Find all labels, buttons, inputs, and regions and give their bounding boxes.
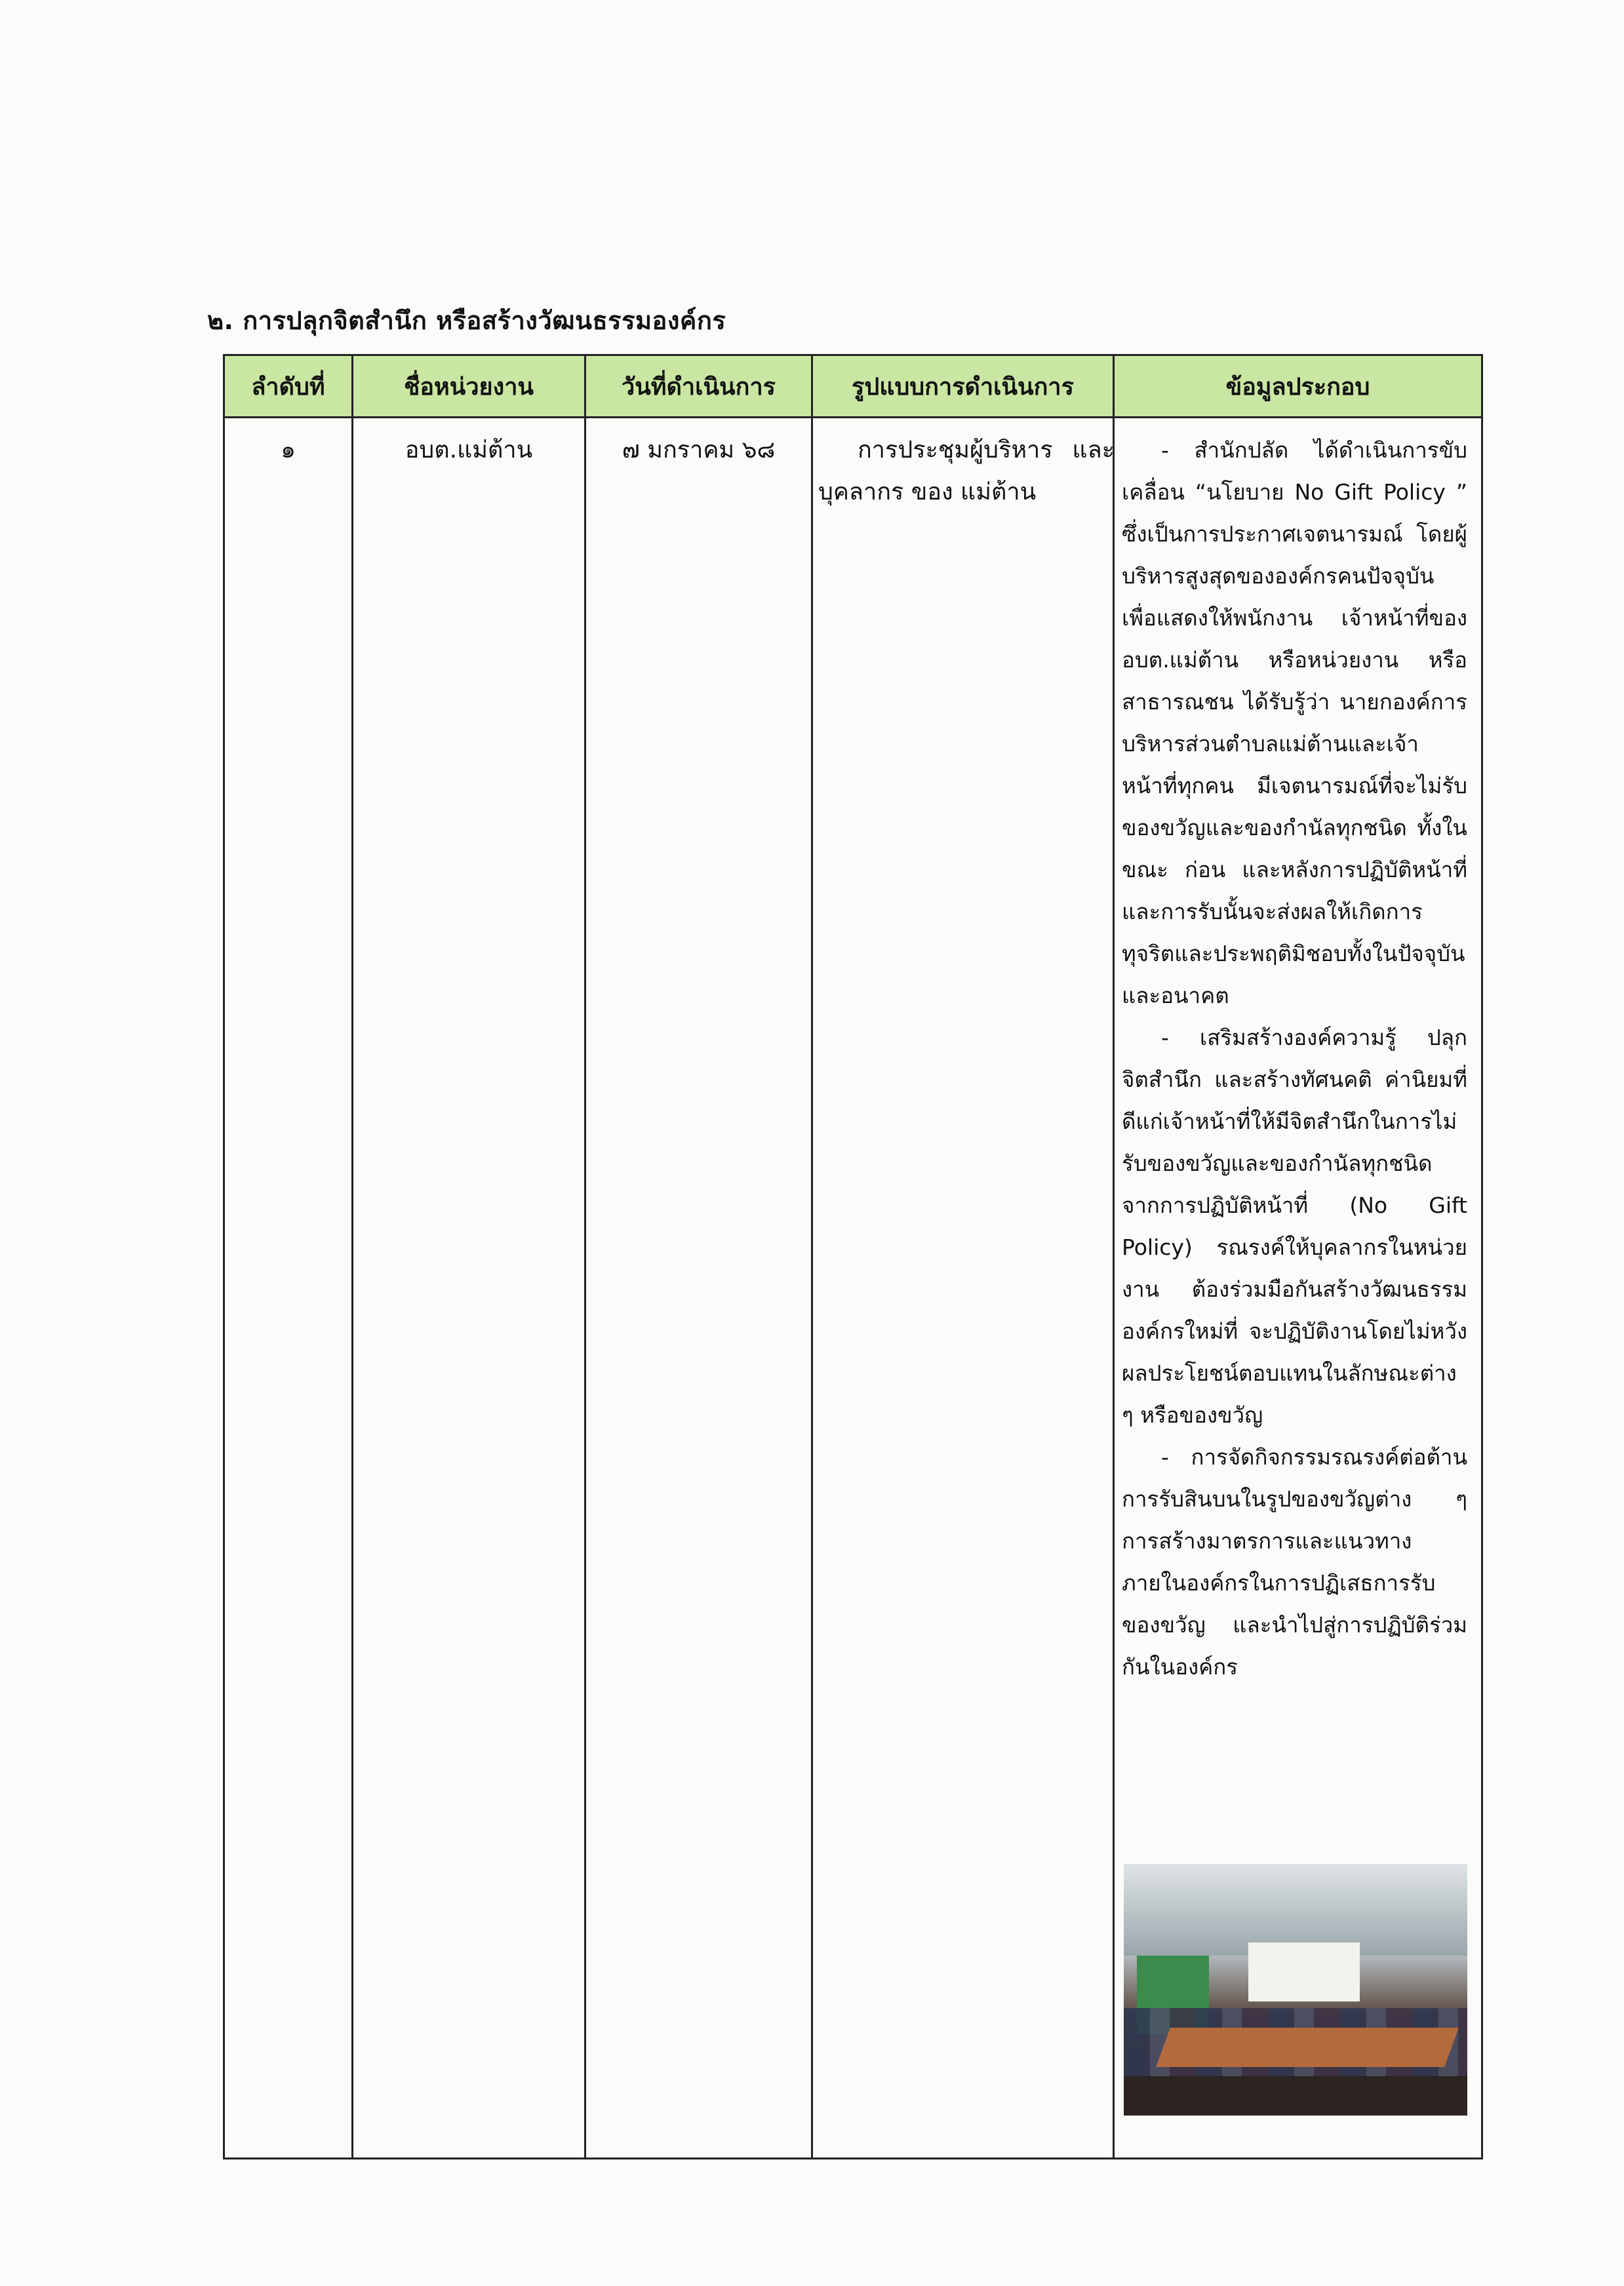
activity-table [223,354,1483,2159]
column-divider [1113,356,1115,2158]
column-divider [351,356,353,2158]
cell-format: การประชุมผู้บริหาร และบุคลากร ของ แม่ต้าน [818,437,1115,505]
column-divider [584,356,586,2158]
cell-agency: อบต.แม่ต้าน [405,437,533,463]
details-paragraph-1: - สำนักปลัด ได้ดำเนินการขับเคลื่อน “นโยบาย No Gift Policy ” ซึ่งเป็นการประกาศเจตนารมณ์ โดยผู้บริหารสูงสุดขององค์กรคนปัจจุบัน เพื่อแสดงให้พนักงาน เจ้าหน้าที่ของ อบต.แม่ต้าน หรือหน่วยงาน หรือสาธารณชน ได้รับรู้ว่า นายกองค์การบริหารส่วนตำบลแม่ต้านและเจ้าหน้าที่ทุกคน มีเจตนารมณ์ที่จะไม่รับของขวัญและของกำนัลทุกชนิด ทั้งในขณะ ก่อน และหลังการปฏิบัติหน้าที่ และการรับนั้นจะส่งผลให้เกิดการทุจริตและประพฤติมิชอบทั้งในปัจจุบันและอนาคต [1122,437,1467,1008]
header-agency: ชื่อหน่วยงาน [403,373,534,401]
header-order: ลำดับที่ [251,373,325,401]
details-paragraph-2: - เสริมสร้างองค์ความรู้ ปลุกจิตสำนึก และสร้างทัศนคติ ค่านิยมที่ดีแก่เจ้าหน้าที่ให้มีจิตสำนึกในการไม่รับของขวัญและของกำนัลทุกชนิดจากการปฏิบัติหน้าที่ (No Gift Policy) รณรงค์ให้บุคลากรในหน่วยงาน ต้องร่วมมือกันสร้างวัฒนธรรมองค์กรใหม่ที่ จะปฏิบัติงานโดยไม่หวังผลประโยชน์ตอบแทนในลักษณะต่าง ๆ หรือของขวัญ [1122,1025,1467,1428]
section-title: ๒. การปลุกจิตสำนึก หรือสร้างวัฒนธรรมองค์กร [207,306,726,335]
table-header-row [225,356,1481,418]
cell-order: ๑ [281,437,296,463]
column-divider [811,356,813,2158]
cell-date: ๗ มกราคม ๖๘ [622,437,776,463]
meeting-photo [1124,1864,1467,2116]
header-date: วันที่ดำเนินการ [621,373,776,401]
details-paragraph-3: - การจัดกิจกรรมรณรงค์ต่อต้านการรับสินบนในรูปของขวัญต่าง ๆ การสร้างมาตรการและแนวทางภายในองค์กรในการปฏิเสธการรับของขวัญ และนำไปสู่การปฏิบัติร่วมกันในองค์กร [1122,1444,1467,1680]
header-format: รูปแบบการดำเนินการ [852,373,1074,401]
cell-details [1122,429,1467,1688]
header-details: ข้อมูลประกอบ [1225,373,1370,401]
